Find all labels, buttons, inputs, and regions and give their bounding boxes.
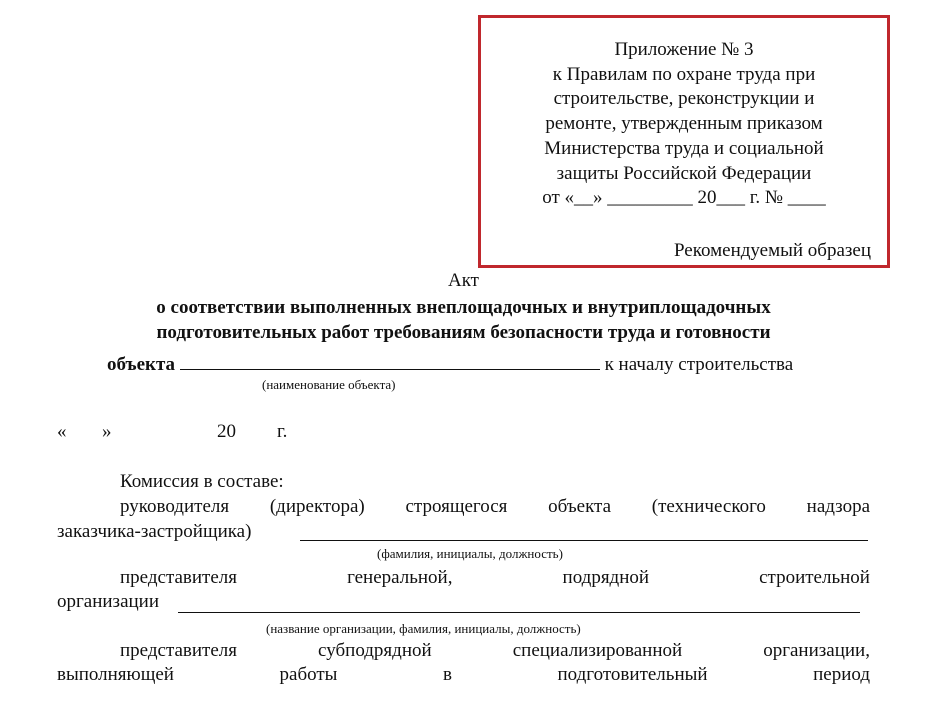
word: специализированной	[512, 640, 683, 661]
commission-row-1	[120, 496, 870, 518]
commission-heading: Комиссия в составе:	[120, 471, 284, 492]
director-blank[interactable]	[300, 540, 868, 541]
appendix-line: к Правилам по охране труда при	[552, 63, 816, 85]
word: (директора)	[269, 496, 365, 517]
date-open-quote: «	[57, 421, 67, 442]
object-label: объекта	[107, 354, 176, 375]
word: строительной	[759, 567, 870, 588]
appendix-line: строительстве, реконструкции и	[553, 88, 815, 110]
word: в	[442, 664, 452, 685]
appendix-line: Приложение № 3	[614, 39, 754, 60]
commission-row-4-label: организации	[57, 591, 160, 612]
commission-row-5	[120, 640, 870, 662]
word: представителя	[120, 640, 238, 661]
object-line	[107, 352, 793, 376]
word: подрядной	[562, 567, 650, 588]
word: период	[813, 664, 870, 685]
word: объекта	[548, 496, 612, 517]
appendix-block	[480, 38, 888, 211]
appendix-line: ремонте, утвержденным приказом	[545, 113, 823, 135]
commission-row-2-label: заказчика-застройщика)	[57, 521, 252, 542]
director-caption: (фамилия, инициалы, должность)	[377, 546, 563, 561]
object-caption: (наименование объекта)	[262, 377, 396, 392]
word: строящегося	[405, 496, 508, 517]
commission-row-3	[120, 567, 870, 589]
act-title-line: подготовительных работ требованиям безопасности труда и готовности	[156, 322, 771, 343]
word: субподрядной	[318, 640, 432, 661]
act-title	[40, 295, 887, 345]
word: работы	[279, 664, 338, 685]
appendix-date-line: от «__» _________ 20___ г. № ____	[542, 187, 826, 209]
general-contractor-blank[interactable]	[178, 612, 860, 613]
act-title-line: о соответствии выполненных внеплощадочных и внутриплощадочных	[156, 297, 771, 318]
appendix-line: защиты Российской Федерации	[556, 162, 812, 184]
recommended-sample-label: Рекомендуемый образец	[673, 240, 871, 261]
commission-row-6	[57, 664, 870, 686]
word: организации,	[763, 640, 870, 661]
date-close-quote: »	[102, 421, 112, 442]
word: представителя	[120, 567, 238, 588]
general-contractor-caption: (название организации, фамилия, инициалы, должность)	[266, 621, 581, 636]
word: надзора	[806, 496, 870, 517]
word: подготовительный	[557, 664, 708, 685]
object-name-blank[interactable]	[180, 352, 600, 370]
object-suffix: к началу строительства	[604, 354, 794, 375]
word: генеральной,	[347, 567, 453, 588]
appendix-line: Министерства труда и социальной	[544, 137, 824, 159]
date-year-suffix: г.	[277, 421, 288, 442]
word: руководителя	[120, 496, 230, 517]
word: выполняющей	[57, 664, 174, 685]
word: (технического	[651, 496, 766, 517]
date-year-prefix: 20	[217, 421, 236, 442]
act-heading: Акт	[447, 270, 479, 291]
